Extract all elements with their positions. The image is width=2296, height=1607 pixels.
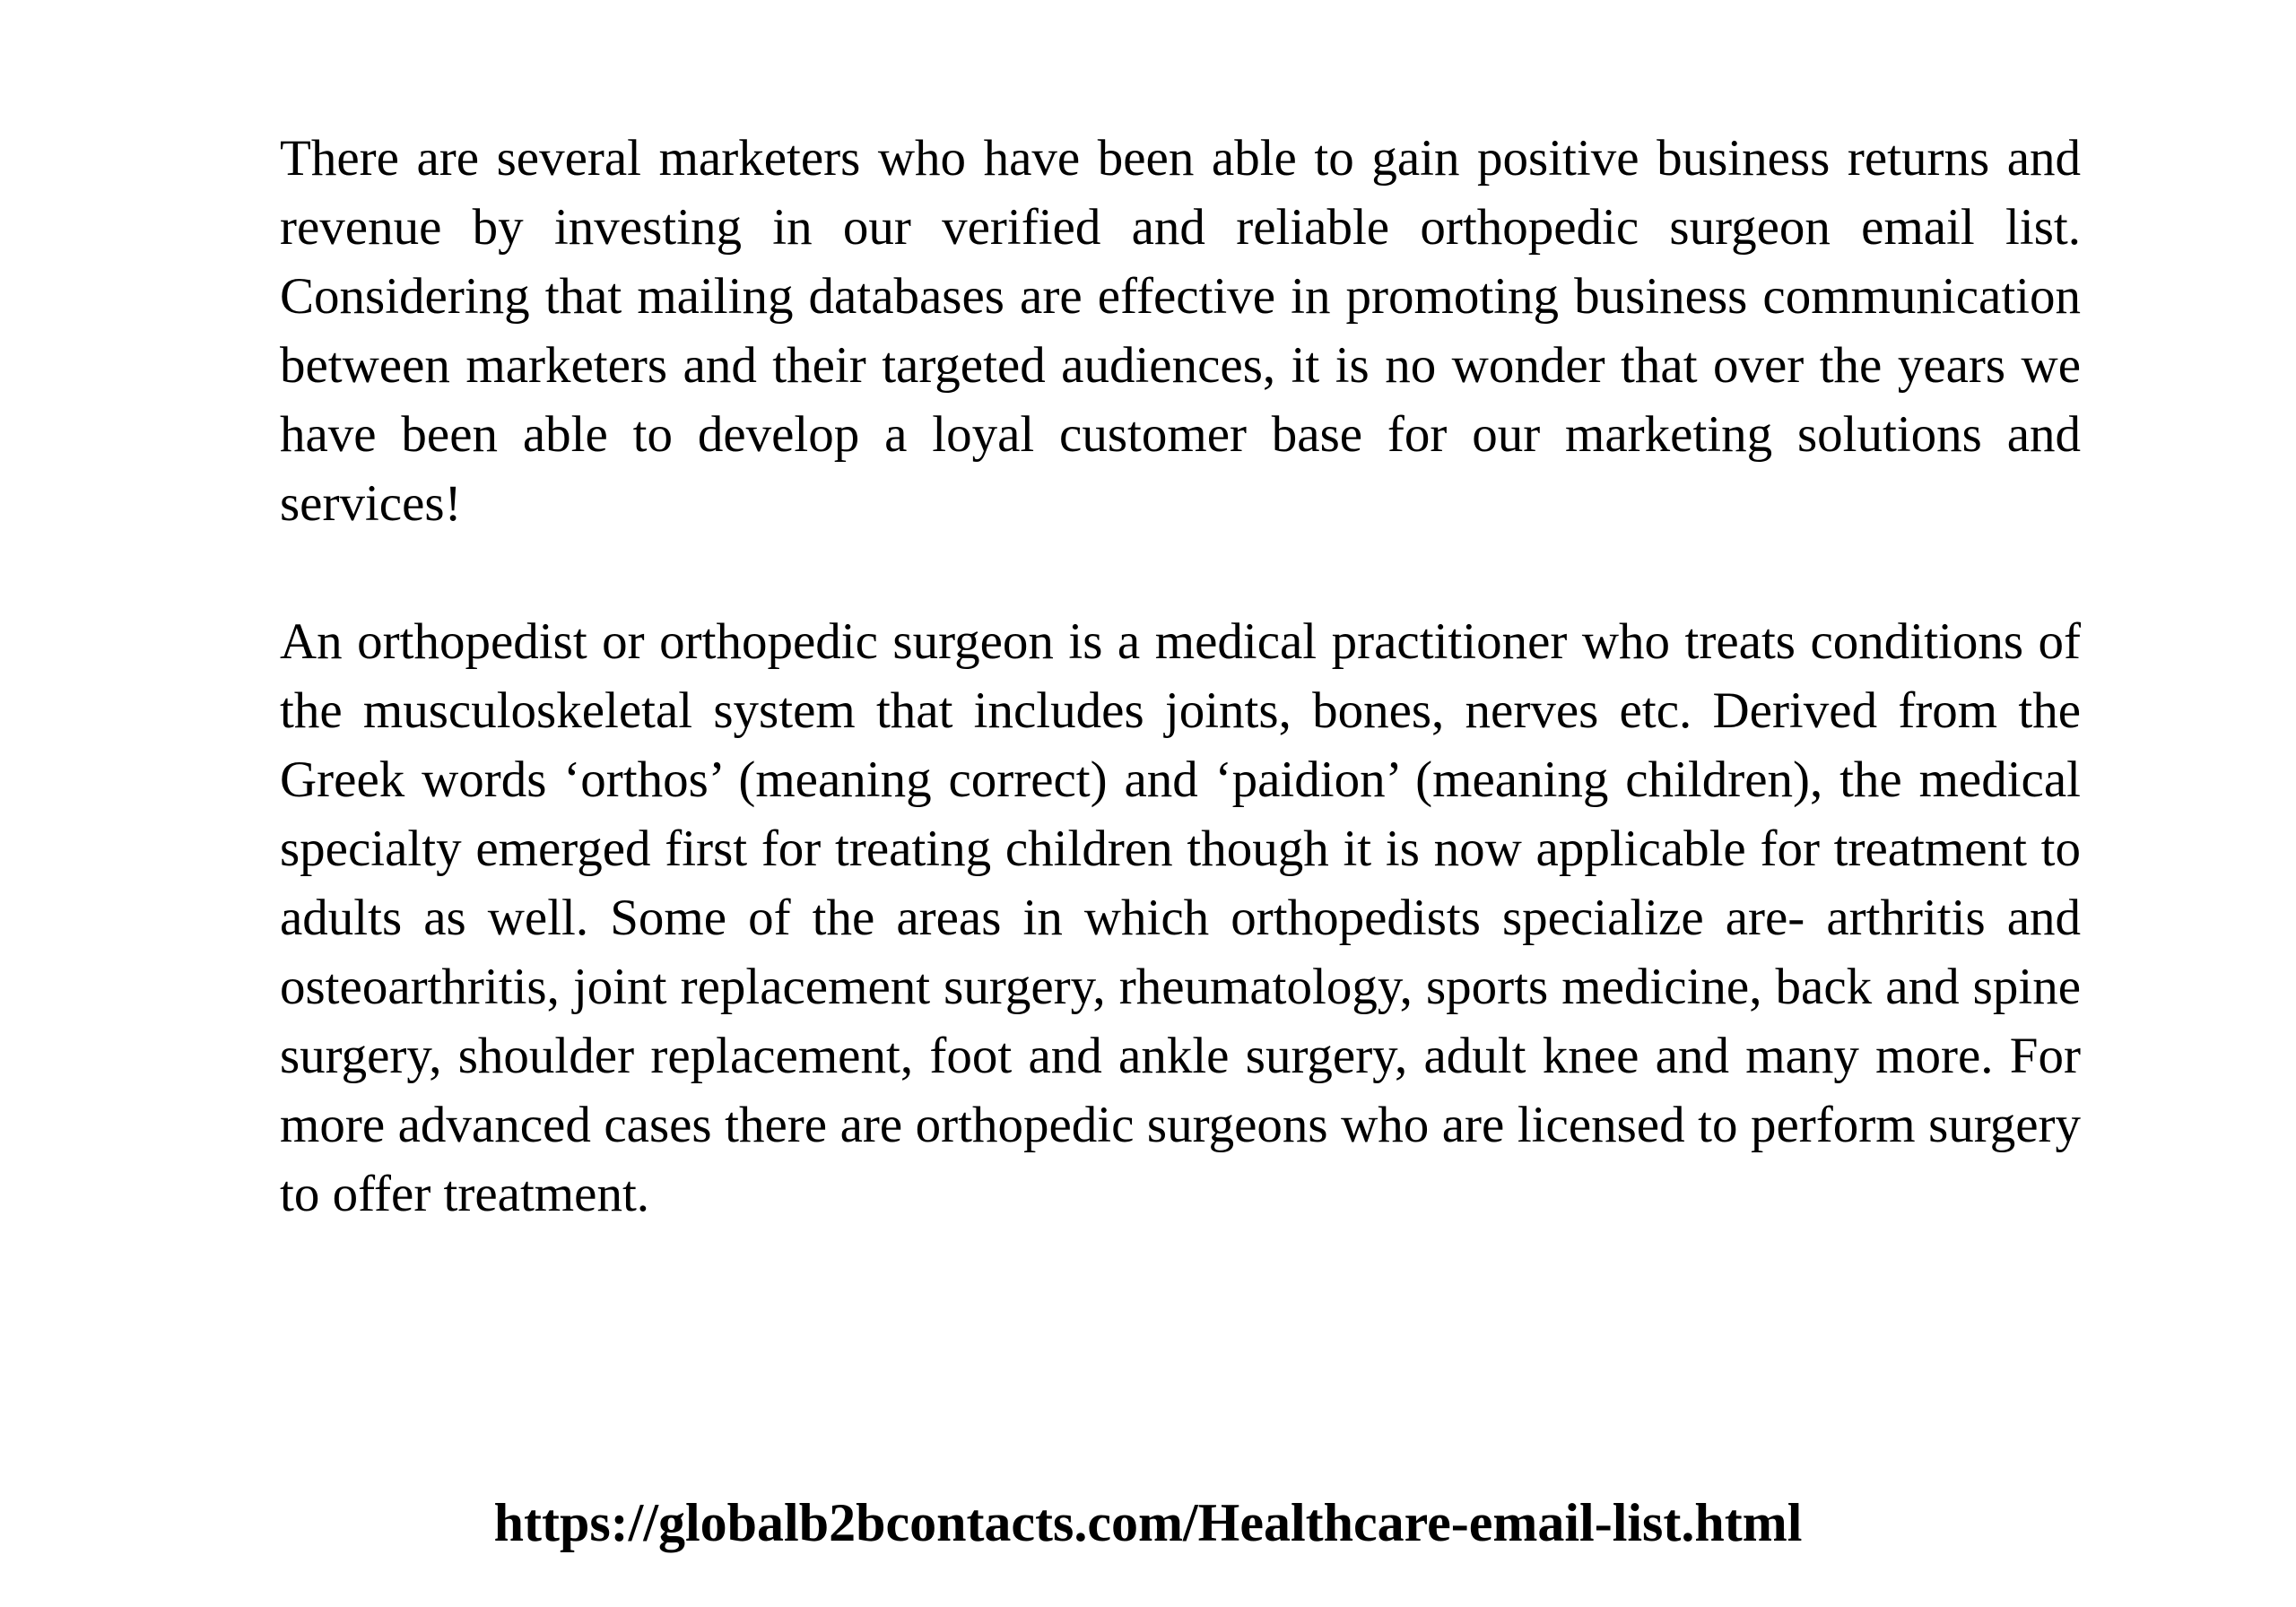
footer-url-link[interactable]: https://globalb2bcontacts.com/Healthcare-email-list.html	[493, 1493, 1803, 1552]
paragraph-intro: There are several marketers who have been able to gain positive business returns and revenue by investing in our verified and reliable orthopedic surgeon email list. Considering that mailing databases are effective in promoting business communication between marketers and their targeted audiences, it is no wonder that over the years we have been able to develop a loyal customer base for our marketing solutions and services!	[280, 130, 2081, 532]
paragraph-orthopedist-definition: An orthopedist or orthopedic surgeon is a medical practitioner who treats conditions of the musculoskeletal system that includes joints, bones, nerves etc. Derived from the Greek words ‘orthos’ (meaning correct) and ‘paidion’ (meaning children), the medical specialty emerged first for treating children though it is now applicable for treatment to adults as well. Some of the areas in which orthopedists specialize are- arthritis and osteoarthritis, joint replacement surgery, rheumatology, sports medicine, back and spine surgery, shoulder replacement, foot and ankle surgery, adult knee and many more. For more advanced cases there are orthopedic surgeons who are licensed to perform surgery to offer treatment.	[280, 613, 2081, 1222]
document-body	[280, 124, 2081, 1229]
